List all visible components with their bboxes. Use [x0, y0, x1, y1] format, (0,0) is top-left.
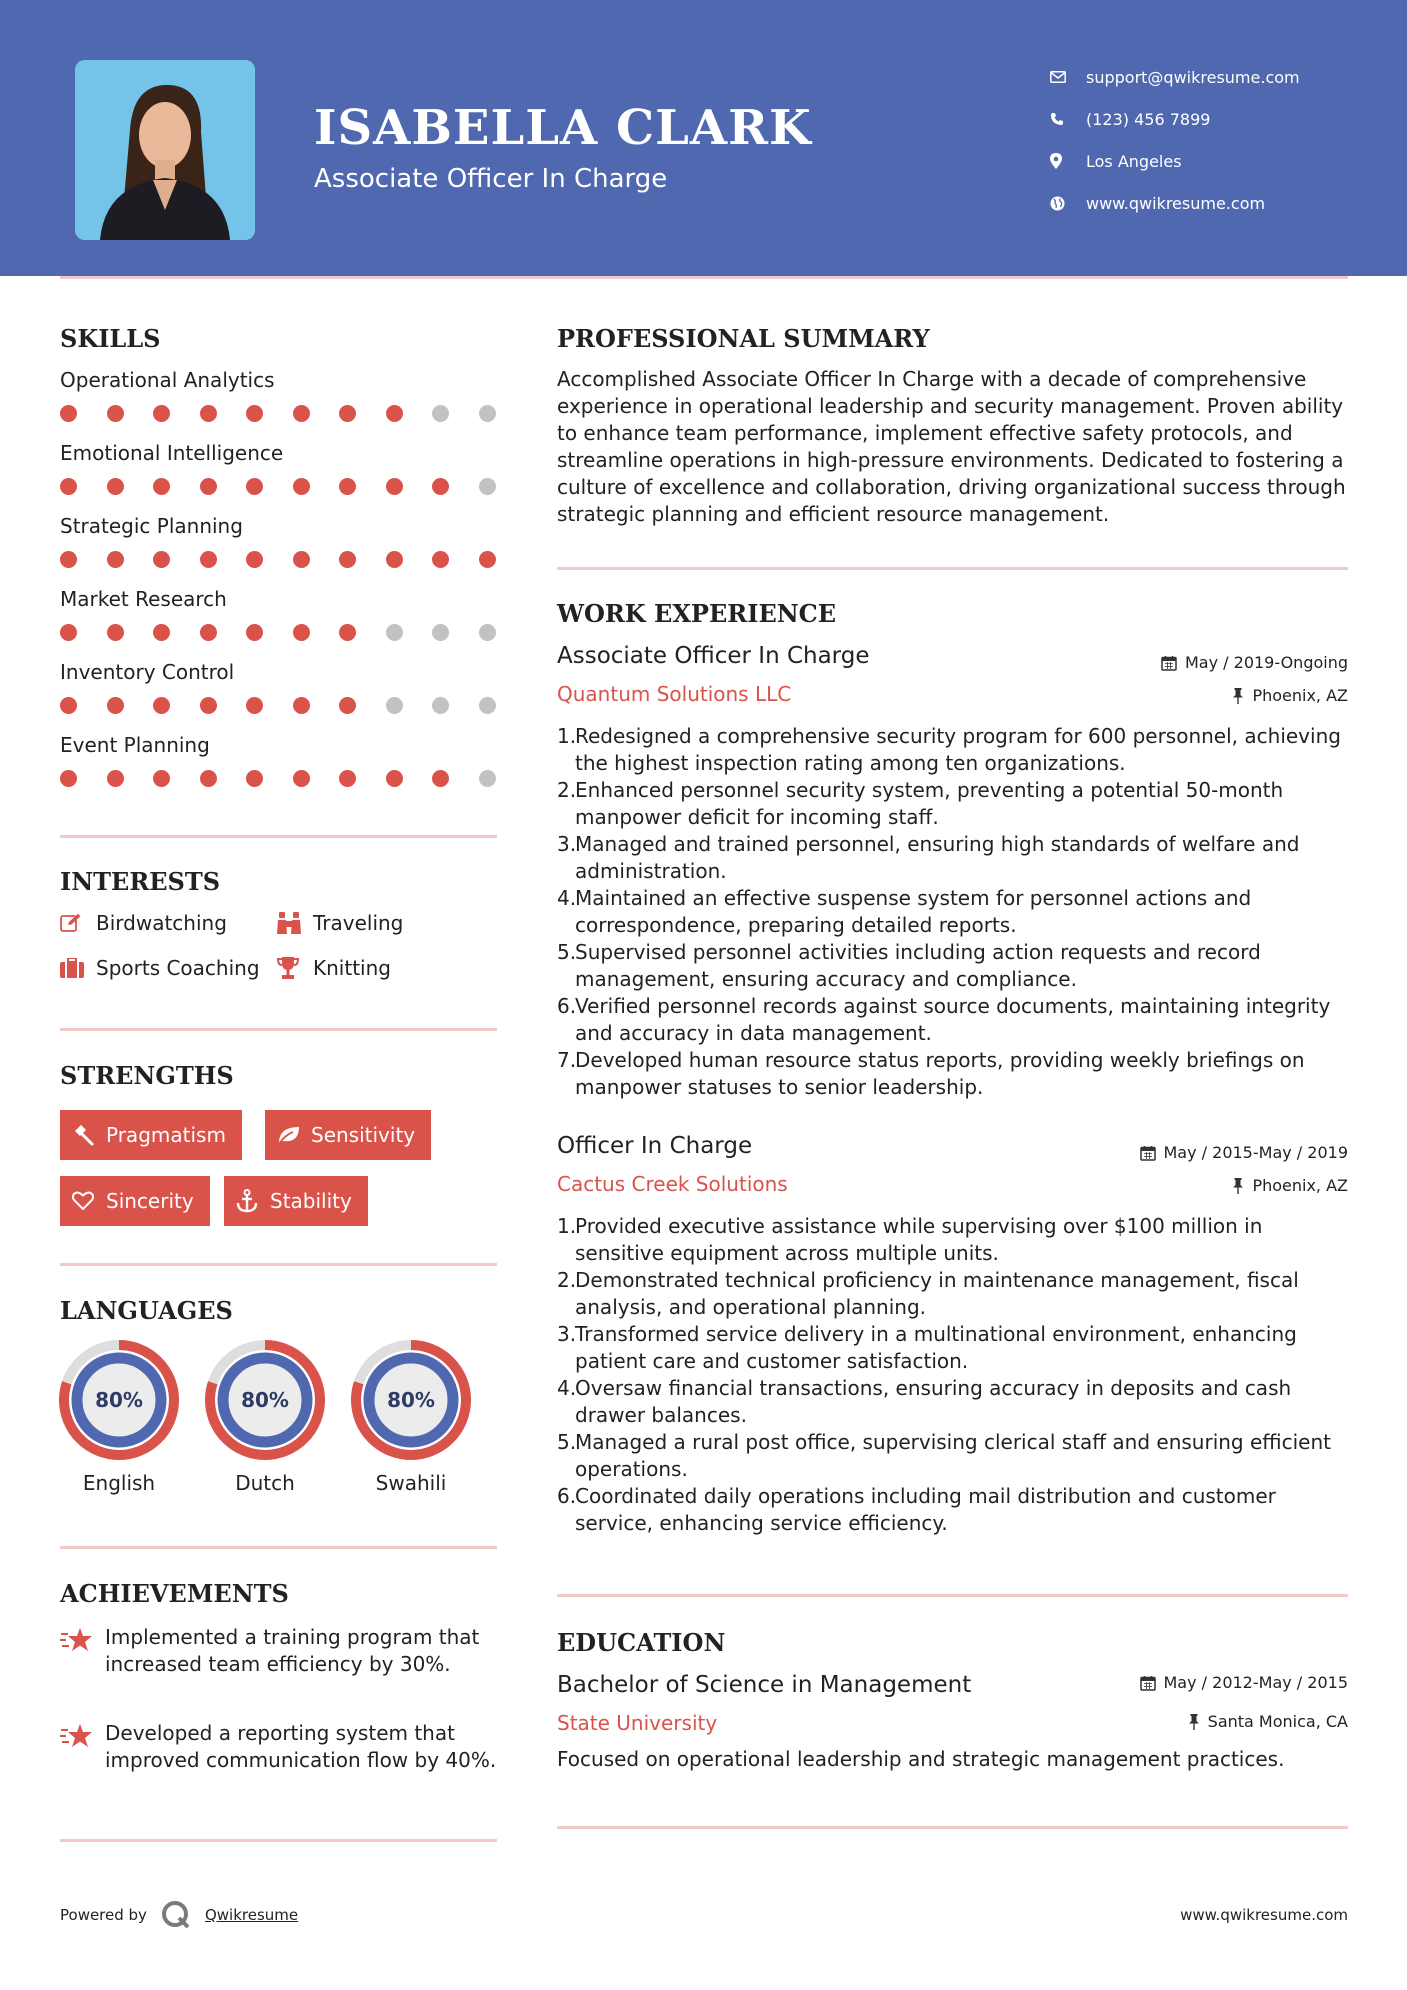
language-item: [350, 1339, 472, 1495]
rating-dot-filled: [107, 551, 124, 568]
section-divider: [557, 1594, 1348, 1597]
degree-title: Bachelor of Science in Management: [557, 1672, 972, 1698]
job-bullet: 3. Transformed service delivery in a multinational environment, enhancing patient care and customer satisfaction.: [557, 1321, 1357, 1375]
job-bullet-list: [557, 1213, 1357, 1537]
job-date-text: May / 2019-Ongoing: [1185, 653, 1348, 672]
interest-item: [277, 956, 391, 980]
job-location: [1232, 686, 1348, 705]
rating-dot-filled: [339, 405, 356, 422]
job-bullet: 6. Coordinated daily operations including mail distribution and customer service, enhancing service efficiency.: [557, 1483, 1357, 1537]
rating-dot-filled: [246, 478, 263, 495]
rating-dot-filled: [293, 478, 310, 495]
candidate-title: Associate Officer In Charge: [314, 164, 668, 194]
school-name: State University: [557, 1711, 718, 1735]
rating-dot-filled: [293, 624, 310, 641]
rating-dot-filled: [386, 405, 403, 422]
anchor-icon: [236, 1189, 270, 1213]
strength-chip: [224, 1176, 368, 1226]
calendar-icon: [1140, 1675, 1156, 1691]
pushpin-icon: [1188, 1714, 1200, 1730]
rating-dot-filled: [246, 770, 263, 787]
job-bullet-text: Demonstrated technical proficiency in maintenance management, fiscal analysis, and operational planning.: [575, 1268, 1299, 1319]
summary-heading: PROFESSIONAL SUMMARY: [557, 324, 930, 353]
gavel-icon: [72, 1124, 106, 1146]
globe-icon: [1050, 196, 1086, 211]
section-divider: [60, 1028, 497, 1031]
rating-dot-filled: [386, 551, 403, 568]
languages-heading: LANGUAGES: [60, 1296, 233, 1325]
rating-dot-filled: [153, 478, 170, 495]
rating-dot-filled: [246, 551, 263, 568]
job-bullet-text: Redesigned a comprehensive security program for 600 personnel, achieving the highest inspection rating among ten organizations.: [575, 724, 1341, 775]
job-bullet: 3. Managed and trained personnel, ensuring high standards of welfare and administration.: [557, 831, 1357, 885]
job-bullet: 2. Demonstrated technical proficiency in maintenance management, fiscal analysis, and operational planning.: [557, 1267, 1357, 1321]
profile-photo: [75, 60, 255, 240]
rating-dot-filled: [153, 697, 170, 714]
skill-rating: [60, 624, 525, 641]
job-bullet-text: Supervised personnel activities including action requests and record management, ensuring accuracy and compliance.: [575, 940, 1261, 991]
rating-dot-filled: [293, 551, 310, 568]
job-bullet: 5. Managed a rural post office, supervising clerical staff and ensuring efficient operations.: [557, 1429, 1357, 1483]
rating-dot-filled: [60, 478, 77, 495]
summary-text: Accomplished Associate Officer In Charge with a decade of comprehensive experience in operational leadership and security management. Proven ability to enhance team performance, implement effective safety protocols, and streamline operations in high-pressure environments. Dedicated to fostering a culture of excellence and collaboration, driving organizational success through strategic planning and efficient resource management.: [557, 367, 1346, 526]
rating-dot-filled: [60, 405, 77, 422]
rating-dot-filled: [432, 770, 449, 787]
footer-powered-by: [60, 1900, 298, 1930]
skills-heading: SKILLS: [60, 324, 161, 353]
job-bullet-text: Developed human resource status reports, providing weekly briefings on manpower statuses to senior leadership.: [575, 1048, 1305, 1099]
strength-chip: [265, 1110, 431, 1160]
rating-dot-filled: [293, 697, 310, 714]
rating-dot-filled: [293, 770, 310, 787]
rating-dot-filled: [60, 624, 77, 641]
education-description: Focused on operational leadership and strategic management practices.: [557, 1747, 1285, 1771]
rating-dot-empty: [432, 697, 449, 714]
rating-dot-filled: [386, 478, 403, 495]
interests-heading: INTERESTS: [60, 867, 221, 896]
job-location-text: Phoenix, AZ: [1252, 1176, 1348, 1195]
rating-dot-empty: [479, 478, 496, 495]
skill-rating: [60, 551, 525, 568]
rating-dot-filled: [107, 405, 124, 422]
rating-dot-filled: [60, 697, 77, 714]
job-bullet-text: Managed a rural post office, supervising clerical staff and ensuring efficient operations.: [575, 1430, 1331, 1481]
rating-dot-filled: [153, 770, 170, 787]
pushpin-icon: [1232, 1178, 1244, 1194]
trophy-icon: [277, 956, 313, 980]
language-item: [204, 1339, 326, 1495]
language-progress-ring: [58, 1339, 180, 1461]
achievement-item: [60, 1720, 500, 1774]
rating-dot-filled: [60, 551, 77, 568]
contact-phone[interactable]: [1050, 98, 1380, 140]
rating-dot-filled: [153, 624, 170, 641]
powered-by-label: Powered by: [60, 1906, 147, 1924]
language-percent-label: 80%: [241, 1388, 289, 1412]
rating-dot-filled: [107, 624, 124, 641]
contact-email[interactable]: [1050, 56, 1380, 98]
email-icon: [1050, 71, 1086, 83]
job-date: [1161, 653, 1348, 672]
job-bullet-text: Coordinated daily operations including mail distribution and customer service, enhancing service efficiency.: [575, 1484, 1276, 1535]
job-date-text: May / 2015-May / 2019: [1163, 1143, 1348, 1162]
contact-phone-text: (123) 456 7899: [1086, 109, 1211, 129]
portrait-image: [75, 60, 255, 240]
achievement-text: Implemented a training program that increased team efficiency by 30%.: [105, 1625, 480, 1676]
star-icon: [60, 1624, 105, 1678]
rating-dot-empty: [432, 405, 449, 422]
rating-dot-filled: [200, 478, 217, 495]
qwikresume-link[interactable]: Qwikresume: [204, 1906, 299, 1924]
section-divider: [557, 1826, 1348, 1829]
contact-location-text: Los Angeles: [1086, 151, 1182, 171]
interest-item: [277, 911, 403, 935]
rating-dot-empty: [386, 697, 403, 714]
rating-dot-filled: [386, 770, 403, 787]
education-location: [1188, 1712, 1348, 1731]
rating-dot-filled: [339, 770, 356, 787]
skill-name: Emotional Intelligence: [60, 441, 284, 465]
skill-rating: [60, 770, 525, 787]
rating-dot-filled: [339, 624, 356, 641]
section-divider: [557, 567, 1348, 570]
contact-website-text: www.qwikresume.com: [1086, 193, 1266, 213]
skill-name: Inventory Control: [60, 660, 235, 684]
job-bullet: 2. Enhanced personnel security system, preventing a potential 50-month manpower deficit for incoming staff.: [557, 777, 1357, 831]
strength-chip: [60, 1110, 242, 1160]
strength-label: Sensitivity: [311, 1123, 416, 1147]
job-bullet-list: [557, 723, 1357, 1101]
strengths-heading: STRENGTHS: [60, 1061, 234, 1090]
job-location: [1232, 1176, 1348, 1195]
binoculars-icon: [277, 911, 313, 935]
header-divider: [60, 276, 1348, 279]
achievement-item: [60, 1624, 500, 1678]
star-icon: [60, 1720, 105, 1774]
achievements-heading: ACHIEVEMENTS: [60, 1579, 289, 1608]
briefcase-icon: [60, 956, 96, 980]
job-bullet: 4. Maintained an effective suspense system for personnel actions and correspondence, preparing detailed reports.: [557, 885, 1357, 939]
rating-dot-filled: [200, 405, 217, 422]
language-name: English: [82, 1471, 156, 1495]
education-location-text: Santa Monica, CA: [1207, 1712, 1348, 1731]
section-divider: [60, 1263, 497, 1266]
interest-label: Knitting: [313, 956, 391, 980]
section-divider: [60, 835, 497, 838]
pushpin-icon: [1232, 688, 1244, 704]
job-date: [1140, 1143, 1349, 1162]
rating-dot-filled: [153, 405, 170, 422]
heart-icon: [72, 1191, 106, 1211]
contact-website[interactable]: [1050, 182, 1380, 224]
rating-dot-filled: [200, 770, 217, 787]
job-location-text: Phoenix, AZ: [1252, 686, 1348, 705]
rating-dot-empty: [386, 624, 403, 641]
language-progress-ring: [204, 1339, 326, 1461]
education-heading: EDUCATION: [557, 1628, 726, 1657]
calendar-icon: [1161, 655, 1177, 671]
job-bullet: 4. Oversaw financial transactions, ensuring accuracy in deposits and cash drawer balances.: [557, 1375, 1357, 1429]
interest-item: [60, 956, 260, 980]
rating-dot-filled: [339, 478, 356, 495]
strength-label: Stability: [270, 1189, 352, 1213]
section-divider: [60, 1546, 497, 1549]
skill-name: Event Planning: [60, 733, 210, 757]
language-item: [58, 1339, 180, 1495]
strength-label: Pragmatism: [106, 1123, 226, 1147]
job-company: Quantum Solutions LLC: [557, 682, 792, 706]
skill-rating: [60, 405, 525, 422]
achievement-text: Developed a reporting system that improved communication flow by 40%.: [105, 1721, 497, 1772]
location-icon: [1050, 153, 1086, 169]
job-bullet-text: Transformed service delivery in a multinational environment, enhancing patient care and customer satisfaction.: [575, 1322, 1297, 1373]
rating-dot-filled: [339, 697, 356, 714]
skill-rating: [60, 478, 525, 495]
education-date-text: May / 2012-May / 2015: [1163, 1673, 1348, 1692]
leaf-icon: [277, 1125, 311, 1145]
rating-dot-filled: [246, 405, 263, 422]
job-bullet: 6. Verified personnel records against source documents, maintaining integrity and accuracy in data management.: [557, 993, 1357, 1047]
skill-name: Market Research: [60, 587, 227, 611]
job-bullet-text: Provided executive assistance while supervising over $100 million in sensitive equipment across multiple units.: [575, 1214, 1263, 1265]
skill-name: Strategic Planning: [60, 514, 243, 538]
contact-location: [1050, 140, 1380, 182]
language-percent-label: 80%: [95, 1388, 143, 1412]
interest-label: Sports Coaching: [96, 956, 260, 980]
pencil-square-icon: [60, 911, 96, 935]
rating-dot-empty: [479, 405, 496, 422]
job-title: Officer In Charge: [557, 1133, 753, 1159]
language-percent-label: 80%: [387, 1388, 435, 1412]
job-company: Cactus Creek Solutions: [557, 1172, 788, 1196]
skill-rating: [60, 697, 525, 714]
phone-icon: [1050, 112, 1086, 126]
language-name: Swahili: [375, 1471, 447, 1495]
job-bullet: 7. Developed human resource status reports, providing weekly briefings on manpower statuses to senior leadership.: [557, 1047, 1357, 1101]
rating-dot-empty: [479, 697, 496, 714]
job-bullet-text: Enhanced personnel security system, preventing a potential 50-month manpower deficit for incoming staff.: [575, 778, 1284, 829]
strength-label: Sincerity: [106, 1189, 194, 1213]
interest-item: [60, 911, 227, 935]
rating-dot-filled: [107, 770, 124, 787]
header-banner: [0, 0, 1407, 276]
language-name: Dutch: [235, 1471, 295, 1495]
contact-list: [1050, 56, 1380, 224]
rating-dot-empty: [432, 624, 449, 641]
strength-chip: [60, 1176, 210, 1226]
job-bullet: 1. Redesigned a comprehensive security program for 600 personnel, achieving the highest inspection rating among ten organizations.: [557, 723, 1357, 777]
qwikresume-logo-icon: [161, 1900, 191, 1930]
footer-website[interactable]: www.qwikresume.com: [1180, 1906, 1348, 1924]
job-bullet-text: Maintained an effective suspense system for personnel actions and correspondence, preparing detailed reports.: [575, 886, 1252, 937]
rating-dot-filled: [200, 551, 217, 568]
rating-dot-empty: [479, 770, 496, 787]
calendar-icon: [1140, 1145, 1156, 1161]
rating-dot-filled: [153, 551, 170, 568]
rating-dot-filled: [107, 697, 124, 714]
job-bullet: 5. Supervised personnel activities including action requests and record management, ensuring accuracy and compliance.: [557, 939, 1357, 993]
skill-name: Operational Analytics: [60, 368, 275, 392]
rating-dot-filled: [200, 624, 217, 641]
job-bullet: 1. Provided executive assistance while supervising over $100 million in sensitive equipment across multiple units.: [557, 1213, 1357, 1267]
interest-label: Birdwatching: [96, 911, 227, 935]
rating-dot-filled: [246, 624, 263, 641]
rating-dot-filled: [339, 551, 356, 568]
rating-dot-filled: [293, 405, 310, 422]
education-date: [1140, 1673, 1349, 1692]
experience-heading: WORK EXPERIENCE: [557, 599, 837, 628]
job-bullet-text: Managed and trained personnel, ensuring high standards of welfare and administration.: [575, 832, 1300, 883]
rating-dot-filled: [200, 697, 217, 714]
job-title: Associate Officer In Charge: [557, 643, 870, 669]
rating-dot-filled: [246, 697, 263, 714]
rating-dot-filled: [432, 478, 449, 495]
rating-dot-filled: [60, 770, 77, 787]
rating-dot-filled: [432, 551, 449, 568]
job-bullet-text: Oversaw financial transactions, ensuring accuracy in deposits and cash drawer balances.: [575, 1376, 1292, 1427]
contact-email-text: support@qwikresume.com: [1086, 67, 1300, 87]
job-bullet-text: Verified personnel records against source documents, maintaining integrity and accuracy in data management.: [575, 994, 1331, 1045]
rating-dot-empty: [479, 624, 496, 641]
interest-label: Traveling: [313, 911, 404, 935]
rating-dot-filled: [107, 478, 124, 495]
candidate-name: ISABELLA CLARK: [314, 100, 812, 156]
section-divider: [60, 1839, 497, 1842]
rating-dot-filled: [479, 551, 496, 568]
language-progress-ring: [350, 1339, 472, 1461]
